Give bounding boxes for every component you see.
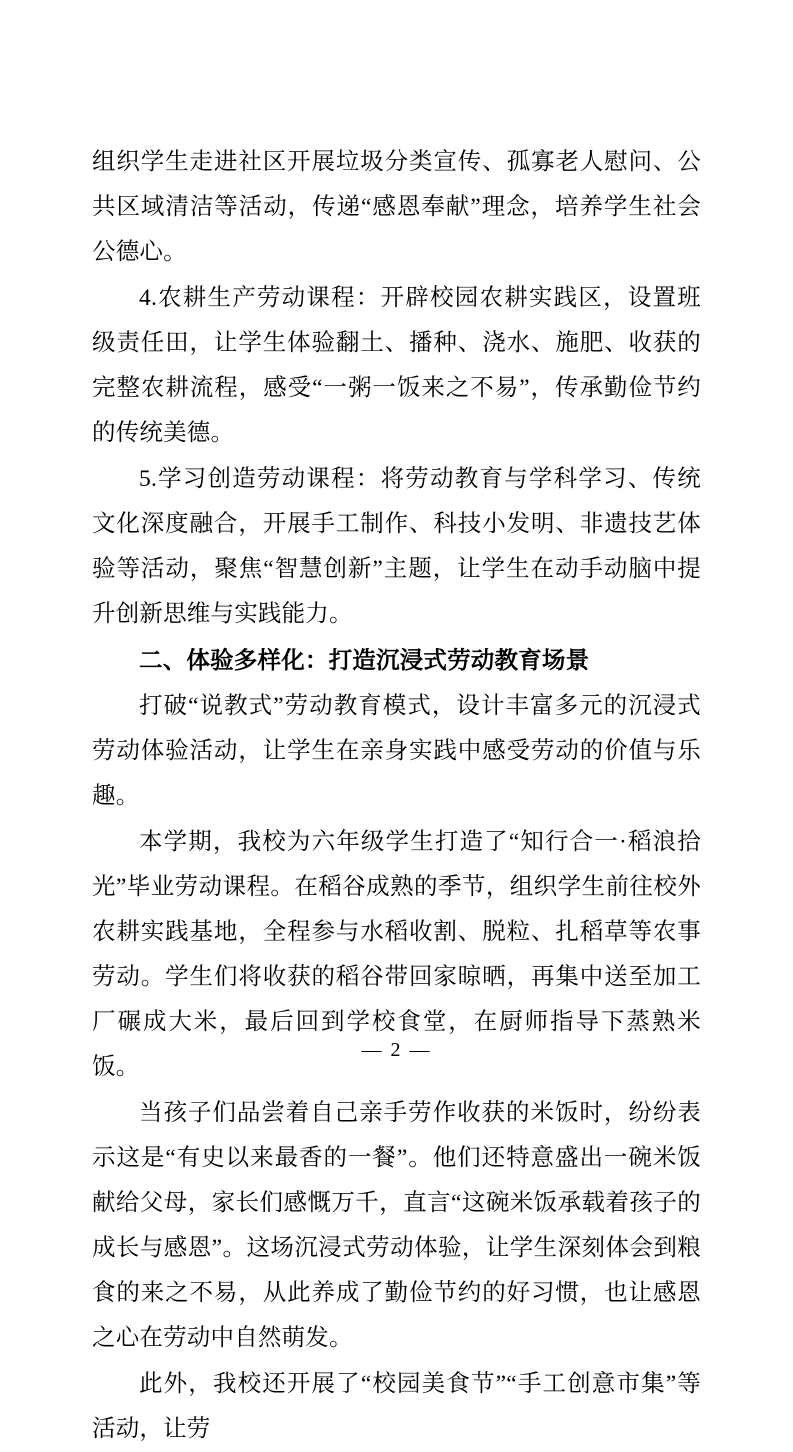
- paragraph-rice-course: 本学期，我校为六年级学生打造了“知行合一·稻浪拾光”毕业劳动课程。在稻谷成熟的季节，组织学生前往校外农耕实践基地，全程参与水稻收割、脱粒、扎稻草等农事劳动。学生们将收获的稻谷带回家晾晒，再集中送至加工厂碾成大米，最后回到学校食堂，在厨师指导下蒸熟米饭。: [92, 829, 701, 1080]
- paragraph-item-4: 4.农耕生产劳动课程：开辟校园农耕实践区，设置班级责任田，让学生体验翻土、播种、浇水、施肥、收获的完整农耕流程，感受“一粥一饭来之不易”，传承勤俭节约的传统美德。: [92, 285, 701, 446]
- section-heading-two: 二、体验多样化：打造沉浸式劳动教育场景: [139, 647, 590, 673]
- document-body: [92, 140, 701, 1452]
- page-footer: [0, 1039, 793, 1062]
- paragraph-additional-activities: 此外，我校还开展了“校园美食节”“手工创意市集”等活动，让劳: [92, 1371, 701, 1442]
- paragraph-section-intro: 打破“说教式”劳动教育模式，设计丰富多元的沉浸式劳动体验活动，让学生在亲身实践中感受劳动的价值与乐趣。: [92, 693, 701, 809]
- paragraph-item-5: 5.学习创造劳动课程：将劳动教育与学科学习、传统文化深度融合，开展手工制作、科技小发明、非遗技艺体验等活动，聚焦“智慧创新”主题，让学生在动手动脑中提升创新思维与实践能力。: [92, 466, 701, 627]
- paragraph-children-taste: 当孩子们品尝着自己亲手劳作收获的米饭时，纷纷表示这是“有史以来最香的一餐”。他们还特意盛出一碗米饭献给父母，家长们感慨万千，直言“这碗米饭承载着孩子的成长与感恩”。这场沉浸式劳动体验，让学生深刻体会到粮食的来之不易，从此养成了勤俭节约的好习惯，也让感恩之心在劳动中自然萌发。: [92, 1100, 701, 1351]
- page-number: — 2 —: [361, 1039, 432, 1061]
- paragraph-continuation: 组织学生走进社区开展垃圾分类宣传、孤寡老人慰问、公共区域清洁等活动，传递“感恩奉献”理念，培养学生社会公德心。: [92, 149, 701, 265]
